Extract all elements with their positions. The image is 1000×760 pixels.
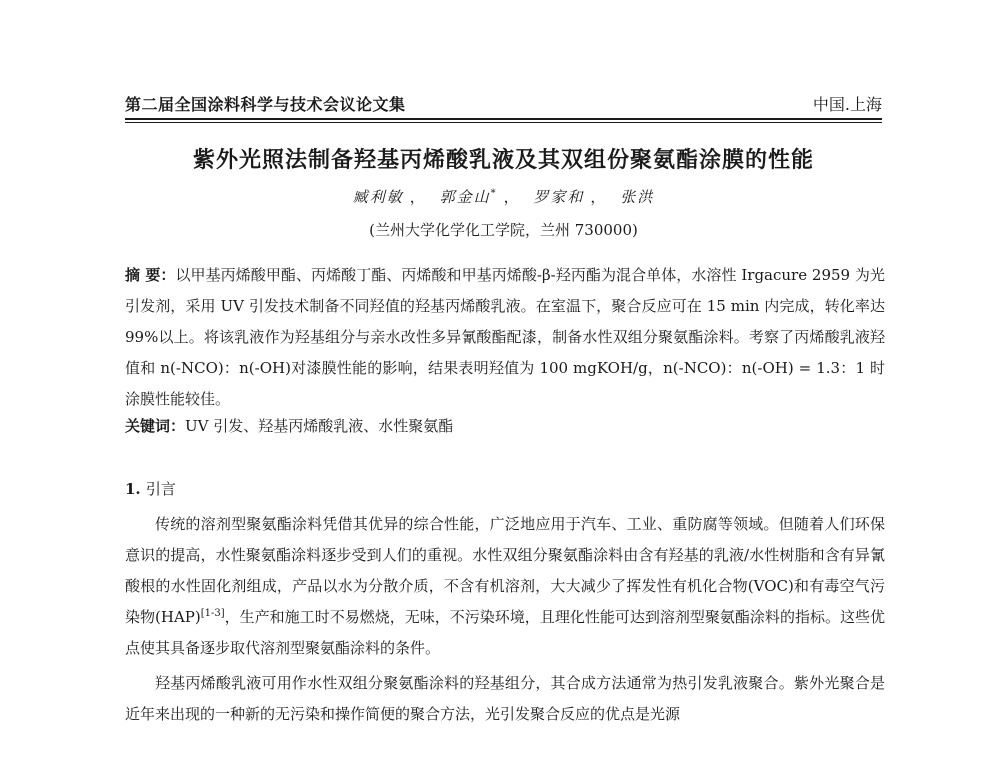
abstract <box>125 260 885 415</box>
paragraph <box>125 668 885 730</box>
author-separator: ， <box>590 188 608 206</box>
author-name: 罗家和 <box>533 188 585 206</box>
paragraph-text: 羟基丙烯酸乳液可用作水性双组分聚氨酯涂料的羟基组分，其合成方法通常为热引发乳液聚合。紫外光聚合是近年来出现的一种新的无污染和操作简便的聚合方法，光引发聚合反应的优点是光源 <box>125 674 885 723</box>
author-affiliation: (兰州大学化学化工学院，兰州 730000) <box>369 221 638 239</box>
keywords-label: 关键词： <box>125 417 186 435</box>
citation: [1-3] <box>200 608 225 619</box>
paragraph-text: ，生产和施工时不易燃烧，无味，不污染环境，且理化性能可达到溶剂型聚氨酯涂料的指标。这些优点使其具备逐步取代溶剂型聚氨酯涂料的条件。 <box>125 608 885 657</box>
paragraph-text: 传统的溶剂型聚氨酯涂料凭借其优异的综合性能，广泛地应用于汽车、工业、重防腐等领域。但随着人们环保意识的提高，水性聚氨酯涂料逐步受到人们的重视。水性双组分聚氨酯涂料由含有羟基的乳液/水性树脂和含有异氰酸根的水性固化剂组成，产品以水为分散介质，不含有机溶剂，大大减少了挥发性有机化合物(VOC)和有毒空气污染物(HAP) <box>125 515 885 626</box>
running-header <box>125 88 882 120</box>
author-separator: ， <box>503 188 521 206</box>
introduction-body <box>125 509 885 734</box>
keywords-text: UV 引发、羟基丙烯酸乳液、水性聚氨酯 <box>185 417 454 435</box>
conference-location: 中国.上海 <box>812 95 882 114</box>
abstract-text: 以甲基丙烯酸甲酯、丙烯酸丁酯、丙烯酸和甲基丙烯酸-β-羟丙酯为混合单体，水溶性 Irgacure 2959 为光引发剂，采用 UV 引发技术制备不同羟值的羟基丙烯酸乳液。在室温下，聚合反应可在 15 min 内完成，转化率达 99%以上。将该乳液作为羟基组分与亲水改性多异氰酸酯配漆，制备水性双组分聚氨酯涂料。考察了丙烯酸乳液羟值和 n(-NCO)：n(-OH)对漆膜性能的影响，结果表明羟值为 100 mgKOH/g，n(-NCO)：n(-OH) = 1.3：1 时涂膜性能较佳。 <box>125 266 885 408</box>
section-number: 1. <box>125 480 141 498</box>
proceedings-title: 第二届全国涂料科学与技术会议论文集 <box>125 95 406 114</box>
author-name: 郭金山 <box>439 188 491 206</box>
author-name: 臧利敏 <box>352 188 404 206</box>
author-list <box>125 186 882 207</box>
section-title: 引言 <box>145 480 176 498</box>
abstract-label: 摘 要： <box>125 266 176 284</box>
author-name: 张洪 <box>620 188 655 206</box>
corresponding-author-mark: * <box>490 188 498 199</box>
keywords <box>125 411 885 442</box>
paragraph <box>125 509 885 664</box>
author-separator: ， <box>409 188 427 206</box>
section-heading-introduction <box>125 478 176 499</box>
paper-title: 紫外光照法制备羟基丙烯酸乳液及其双组份聚氨酯涂膜的性能 <box>192 147 814 173</box>
